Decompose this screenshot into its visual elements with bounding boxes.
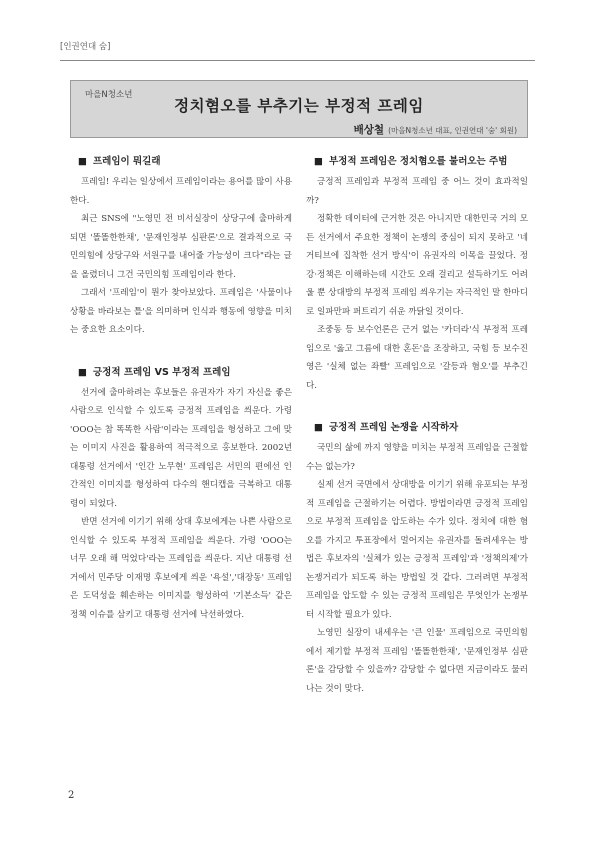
paragraph: 조중동 등 보수언론은 근거 없는 '카더라'식 부정적 프레임으로 '옳고 그름에 대한 혼돈'을 조장하고, 국힘 등 보수진영은 '실체 없는 좌빨' 프레임으로 '갈등과 혐오'를 부추긴다. (306, 325, 528, 391)
bullet-square-icon: ■ (78, 156, 87, 167)
article-title: 정치혐오를 부추기는 부정적 프레임 (174, 97, 424, 115)
paragraph: 반면 선거에 이기기 위해 상대 후보에게는 나쁜 사람으로 인식할 수 있도록 부정적 프레임을 씌운다. 가령 'OOO는 너무 오래 해 먹었다'라는 프레임을 씌운다. 지난 대통령 선거에서 민주당 이재명 후보에게 씌운 '욕설','대장동' 프레임은 도덕성을 훼손하는 이미지를 형성하여 '기본소득' 같은 정책 이슈를 삼키고 대통령 선거에 낙선하였다. (70, 517, 292, 620)
title-box (70, 80, 528, 138)
right-column (306, 153, 528, 698)
paragraph: 최근 SNS에 "노영민 전 비서실장이 상당구에 출마하게 되면 '똘똘한한채', '문재인정부 심판론'으로 결과적으로 국민의힘에 상당구와 서원구를 내어줄 가능성이 크다"라는 글을 올렸더니 그건 국민의힘 프레임이라 한다. (70, 214, 292, 280)
paragraph: 프레임! 우리는 일상에서 프레임이라는 용어를 많이 사용한다. (70, 177, 292, 206)
author-affiliation: (마을N청소년 대표, 인권연대 '숨' 회원) (388, 126, 517, 135)
section-heading: ■ 긍정적 프레임 논쟁을 시작하자 (314, 422, 459, 433)
paragraph: 긍정적 프레임과 부정적 프레임 중 어느 것이 효과적일까? (306, 177, 528, 206)
bullet-square-icon: ■ (314, 156, 323, 167)
running-header: [인권연대 숨] (60, 42, 111, 52)
section-heading: ■ 프레임이 뭐길래 (78, 156, 161, 167)
bullet-square-icon: ■ (314, 422, 323, 433)
paragraph: 정확한 데이터에 근거한 것은 아니지만 대한민국 거의 모든 선거에서 주요한 정책이 논쟁의 중심이 되지 못하고 '네거티브에 집착한 선거 방식'이 유권자의 이목을 끌었다. 정강·정책은 이해하는데 시간도 오래 걸리고 설득하기도 어려울 뿐 상대방의 부정적 프레임 씌우기는 자극적인 말 한마디로 일파만파 퍼트리기 쉬운 까닭일 것이다. (306, 214, 528, 317)
section-heading: ■ 긍정적 프레임 VS 부정적 프레임 (78, 366, 231, 378)
paragraph: 노영민 실장이 내세우는 '큰 인물' 프레임으로 국민의힘에서 제기할 부정적 프레임 '똘똘한한채', '문재인정부 심판론'을 감당할 수 있을까? 감당할 수 없다면 지금이라도 물러나는 것이 맞다. (306, 628, 528, 694)
section-tag: 마을N청소년 (85, 90, 133, 100)
paragraph: 국민의 삶에 까지 영향을 미치는 부정적 프레임을 근절할 수는 없는가? (306, 443, 528, 472)
section-heading: ■ 부정적 프레임은 정치혐오를 불러오는 주범 (314, 156, 508, 167)
left-column (70, 153, 292, 624)
page-number: 2 (68, 790, 75, 801)
header-rule (60, 60, 535, 61)
author-name: 배상철 (353, 124, 385, 136)
paragraph: 선거에 출마하려는 후보들은 유권자가 자기 자신을 좋은 사람으로 인식할 수 있도록 긍정적 프레임을 씌운다. 가령 'OOO는 참 똑똑한 사람'이라는 프레임을 형성하고 그에 맞는 이미지 사진을 활용하여 적극적으로 홍보한다. 2002년 대통령 선거에서 '인간 노무현' 프레임은 서민의 편에선 인간적인 이미지를 형성하여 다수의 핸디캡을 극복하고 대통령이 되었다. (70, 387, 292, 509)
byline (354, 122, 517, 137)
bullet-square-icon: ■ (78, 366, 87, 378)
paragraph: 그래서 '프레임'이 뭔가 찾아보았다. 프레임은 '사물이나 상황을 바라보는 틀'을 의미하며 인식과 행동에 영향을 미치는 중요한 요소이다. (70, 288, 292, 335)
paragraph: 실제 선거 국면에서 상대방을 이기기 위해 유포되는 부정적 프레임을 근절하기는 어렵다. 방법이라면 긍정적 프레임으로 부정적 프레임을 압도하는 수가 있다. 정치에 대한 혐오를 가지고 투표장에서 멀어지는 유권자를 돌려세우는 방법은 후보자의 '실체가 있는 긍정적 프레임'과 '정책의제'가 논쟁거리가 되도록 하는 방법일 것 같다. 그러려면 부정적 프레임을 압도할 수 있는 긍정적 프레임은 무엇인가 논쟁부터 시작할 필요가 있다. (306, 480, 528, 620)
